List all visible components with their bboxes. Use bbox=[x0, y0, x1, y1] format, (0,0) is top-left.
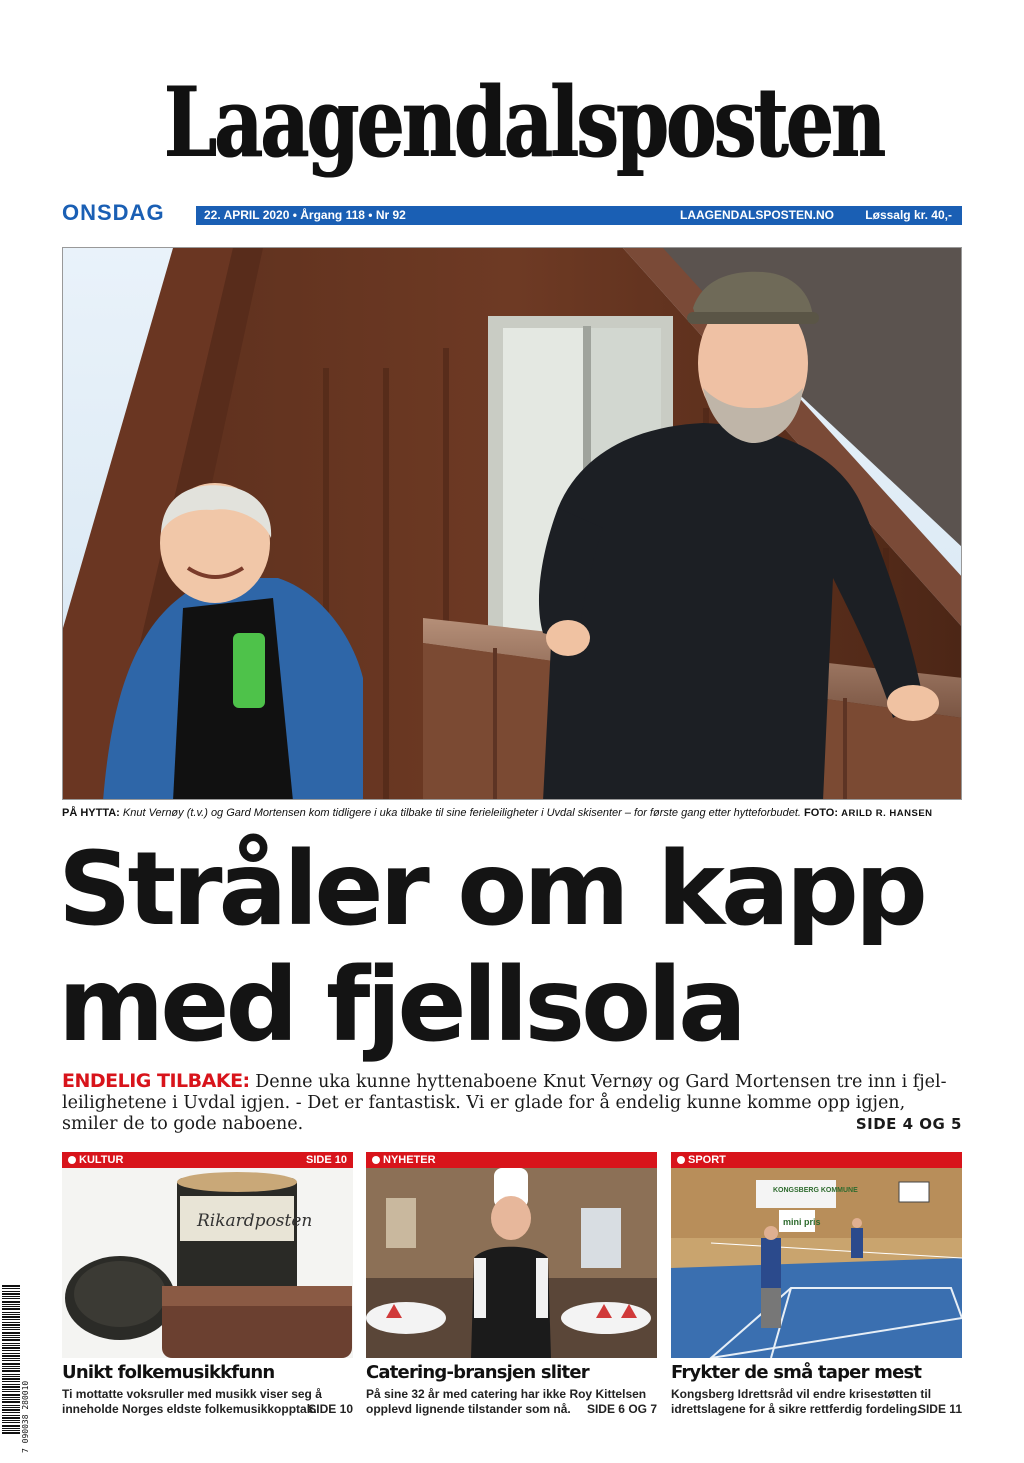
photo-credit-label: FOTO: bbox=[804, 807, 839, 819]
barcode-stripe bbox=[2, 1407, 20, 1408]
barcode-stripe bbox=[2, 1389, 20, 1390]
teaser-photo bbox=[62, 1168, 353, 1358]
photographer-name: ARILD R. HANSEN bbox=[841, 808, 933, 819]
barcode-stripe bbox=[2, 1374, 20, 1375]
bullet-icon bbox=[677, 1156, 685, 1164]
barcode-stripe bbox=[2, 1381, 20, 1382]
sign-store: mini pris bbox=[783, 1217, 821, 1227]
hero-photo bbox=[62, 247, 962, 800]
chef-illustration bbox=[366, 1168, 657, 1358]
barcode-stripe bbox=[2, 1296, 20, 1297]
barcode-stripe bbox=[2, 1401, 20, 1403]
barcode-stripe bbox=[2, 1329, 20, 1330]
headline-line-1: Stråler om kapp bbox=[58, 830, 924, 949]
barcode-stripe bbox=[2, 1306, 20, 1307]
teaser-photo bbox=[671, 1168, 962, 1358]
teaser-page-ref: SIDE 10 bbox=[308, 1401, 353, 1416]
barcode-stripe bbox=[2, 1412, 20, 1413]
barcode-stripe bbox=[2, 1347, 20, 1349]
main-headline[interactable] bbox=[58, 832, 968, 1064]
cylinder-label: Rikardposten bbox=[197, 1211, 313, 1231]
sign-name: KONGSBERG KOMMUNE bbox=[773, 1187, 858, 1194]
barcode bbox=[2, 1283, 30, 1455]
barcode-stripe bbox=[2, 1368, 20, 1369]
teaser-text: Ti mottatte voksruller med musikk viser seg å inneholde Norges eldste folkemusikkopptak. bbox=[62, 1387, 322, 1416]
section-bar bbox=[671, 1152, 962, 1168]
barcode-stripe bbox=[2, 1308, 20, 1310]
lead-paragraph bbox=[62, 1071, 962, 1135]
hero-photo-illustration bbox=[63, 248, 962, 800]
teaser-page-ref: SIDE 11 bbox=[917, 1401, 962, 1416]
barcode-stripe bbox=[2, 1386, 20, 1388]
teaser-photo bbox=[366, 1168, 657, 1358]
barcode-stripe bbox=[2, 1366, 20, 1367]
wax-cylinders-illustration bbox=[62, 1168, 353, 1358]
teaser-title[interactable]: Frykter de små taper mest bbox=[671, 1362, 922, 1383]
lead-kicker: ENDELIG TILBAKE: bbox=[62, 1070, 250, 1092]
section-label: NYHETER bbox=[383, 1154, 436, 1166]
barcode-stripe bbox=[2, 1319, 20, 1320]
teaser-sport[interactable] bbox=[671, 1152, 962, 1452]
price: Løssalg kr. 40,- bbox=[865, 208, 952, 222]
barcode-stripe bbox=[2, 1345, 20, 1346]
teaser-body bbox=[62, 1387, 353, 1416]
barcode-stripe bbox=[2, 1376, 20, 1377]
newspaper-title: Laagendalsposten bbox=[163, 66, 883, 179]
bullet-icon bbox=[68, 1156, 76, 1164]
website-link[interactable]: LAAGENDALSPOSTEN.NO bbox=[679, 208, 834, 222]
barcode-stripe bbox=[2, 1378, 20, 1380]
headline-line-2: med fjellsola bbox=[58, 946, 744, 1065]
barcode-digits: 7 090038 280010 bbox=[21, 1380, 30, 1453]
teaser-kultur[interactable] bbox=[62, 1152, 353, 1452]
barcode-stripe bbox=[2, 1312, 20, 1313]
barcode-stripe bbox=[2, 1432, 20, 1434]
teaser-body bbox=[366, 1387, 657, 1416]
barcode-stripe bbox=[2, 1399, 20, 1400]
section-label: SPORT bbox=[688, 1154, 726, 1166]
barcode-stripe bbox=[2, 1353, 20, 1354]
issue-date: 22. APRIL 2020 • Årgang 118 • Nr 92 bbox=[204, 208, 406, 222]
teaser-title[interactable]: Catering-bransjen sliter bbox=[366, 1362, 589, 1383]
barcode-stripe bbox=[2, 1293, 20, 1295]
teaser-text: På sine 32 år med catering har ikke Roy Kittelsen opplevd lignende tilstander som nå. bbox=[366, 1387, 647, 1416]
lead-page-ref: SIDE 4 OG 5 bbox=[855, 1115, 962, 1133]
barcode-stripe bbox=[2, 1324, 20, 1326]
barcode-stripe bbox=[2, 1339, 20, 1341]
barcode-stripe bbox=[2, 1428, 20, 1429]
teaser-title[interactable]: Unikt folkemusikkfunn bbox=[62, 1362, 275, 1383]
barcode-stripe bbox=[2, 1304, 20, 1305]
barcode-stripe bbox=[2, 1420, 20, 1421]
barcode-stripe bbox=[2, 1417, 20, 1419]
barcode-stripe bbox=[2, 1301, 20, 1303]
barcode-stripe bbox=[2, 1360, 20, 1361]
barcode-stripe bbox=[2, 1397, 20, 1398]
barcode-stripe bbox=[2, 1370, 20, 1372]
issue-line bbox=[62, 202, 962, 226]
masthead bbox=[62, 48, 962, 198]
barcode-stripe bbox=[2, 1288, 20, 1289]
barcode-stripe bbox=[2, 1322, 20, 1323]
barcode-stripe bbox=[2, 1335, 20, 1336]
teaser-body bbox=[671, 1387, 962, 1416]
barcode-stripe bbox=[2, 1363, 20, 1365]
barcode-stripe bbox=[2, 1425, 20, 1427]
section-bar bbox=[366, 1152, 657, 1168]
barcode-stripe bbox=[2, 1422, 20, 1423]
barcode-stripe bbox=[2, 1430, 20, 1431]
caption-text: Knut Vernøy (t.v.) og Gard Mortensen kom tidligere i uka tilbake til sine ferieleiligheter i Uvdal skisenter – for første gang etter hytteforbudet. bbox=[122, 807, 801, 819]
teaser-page-ref: SIDE 6 OG 7 bbox=[586, 1401, 657, 1416]
badminton-hall-illustration bbox=[671, 1168, 962, 1358]
barcode-stripe bbox=[2, 1298, 20, 1299]
barcode-stripe bbox=[2, 1285, 20, 1287]
barcode-stripe bbox=[2, 1291, 20, 1292]
barcode-stripe bbox=[2, 1409, 20, 1411]
barcode-stripe bbox=[2, 1358, 20, 1359]
barcode-stripe bbox=[2, 1337, 20, 1338]
lead-text: Denne uka kunne hyttenaboene Knut Vernøy og Gard Mortensen tre inn i fjelleilighetene i Uvdal igjen. - Det er fantastisk. Vi er glade for å endelig kunne komme opp igjen, smiler de to gode naboene. bbox=[62, 1072, 947, 1134]
section-label: KULTUR bbox=[79, 1154, 124, 1166]
issue-bar bbox=[196, 206, 962, 225]
barcode-stripe bbox=[2, 1405, 20, 1406]
barcode-stripe bbox=[2, 1343, 20, 1344]
barcode-stripe bbox=[2, 1394, 20, 1396]
teaser-nyheter[interactable] bbox=[366, 1152, 657, 1452]
barcode-stripe bbox=[2, 1384, 20, 1385]
barcode-stripe bbox=[2, 1391, 20, 1392]
barcode-stripe bbox=[2, 1332, 20, 1334]
section-page: SIDE 10 bbox=[306, 1154, 347, 1166]
weekday: ONSDAG bbox=[62, 200, 165, 225]
barcode-stripe bbox=[2, 1355, 20, 1357]
barcode-stripe bbox=[2, 1350, 20, 1351]
photo-caption bbox=[62, 806, 962, 821]
barcode-stripe bbox=[2, 1327, 20, 1328]
barcode-icon bbox=[2, 1283, 30, 1455]
barcode-stripe bbox=[2, 1314, 20, 1315]
teaser-text: Kongsberg Idrettsråd vil endre krisestøtten til idrettslagene for å sikre rettferdig fordeling. bbox=[671, 1387, 932, 1416]
barcode-stripe bbox=[2, 1316, 20, 1318]
caption-label: PÅ HYTTA: bbox=[62, 807, 120, 819]
bullet-icon bbox=[372, 1156, 380, 1164]
barcode-stripe bbox=[2, 1415, 20, 1416]
section-bar bbox=[62, 1152, 353, 1168]
